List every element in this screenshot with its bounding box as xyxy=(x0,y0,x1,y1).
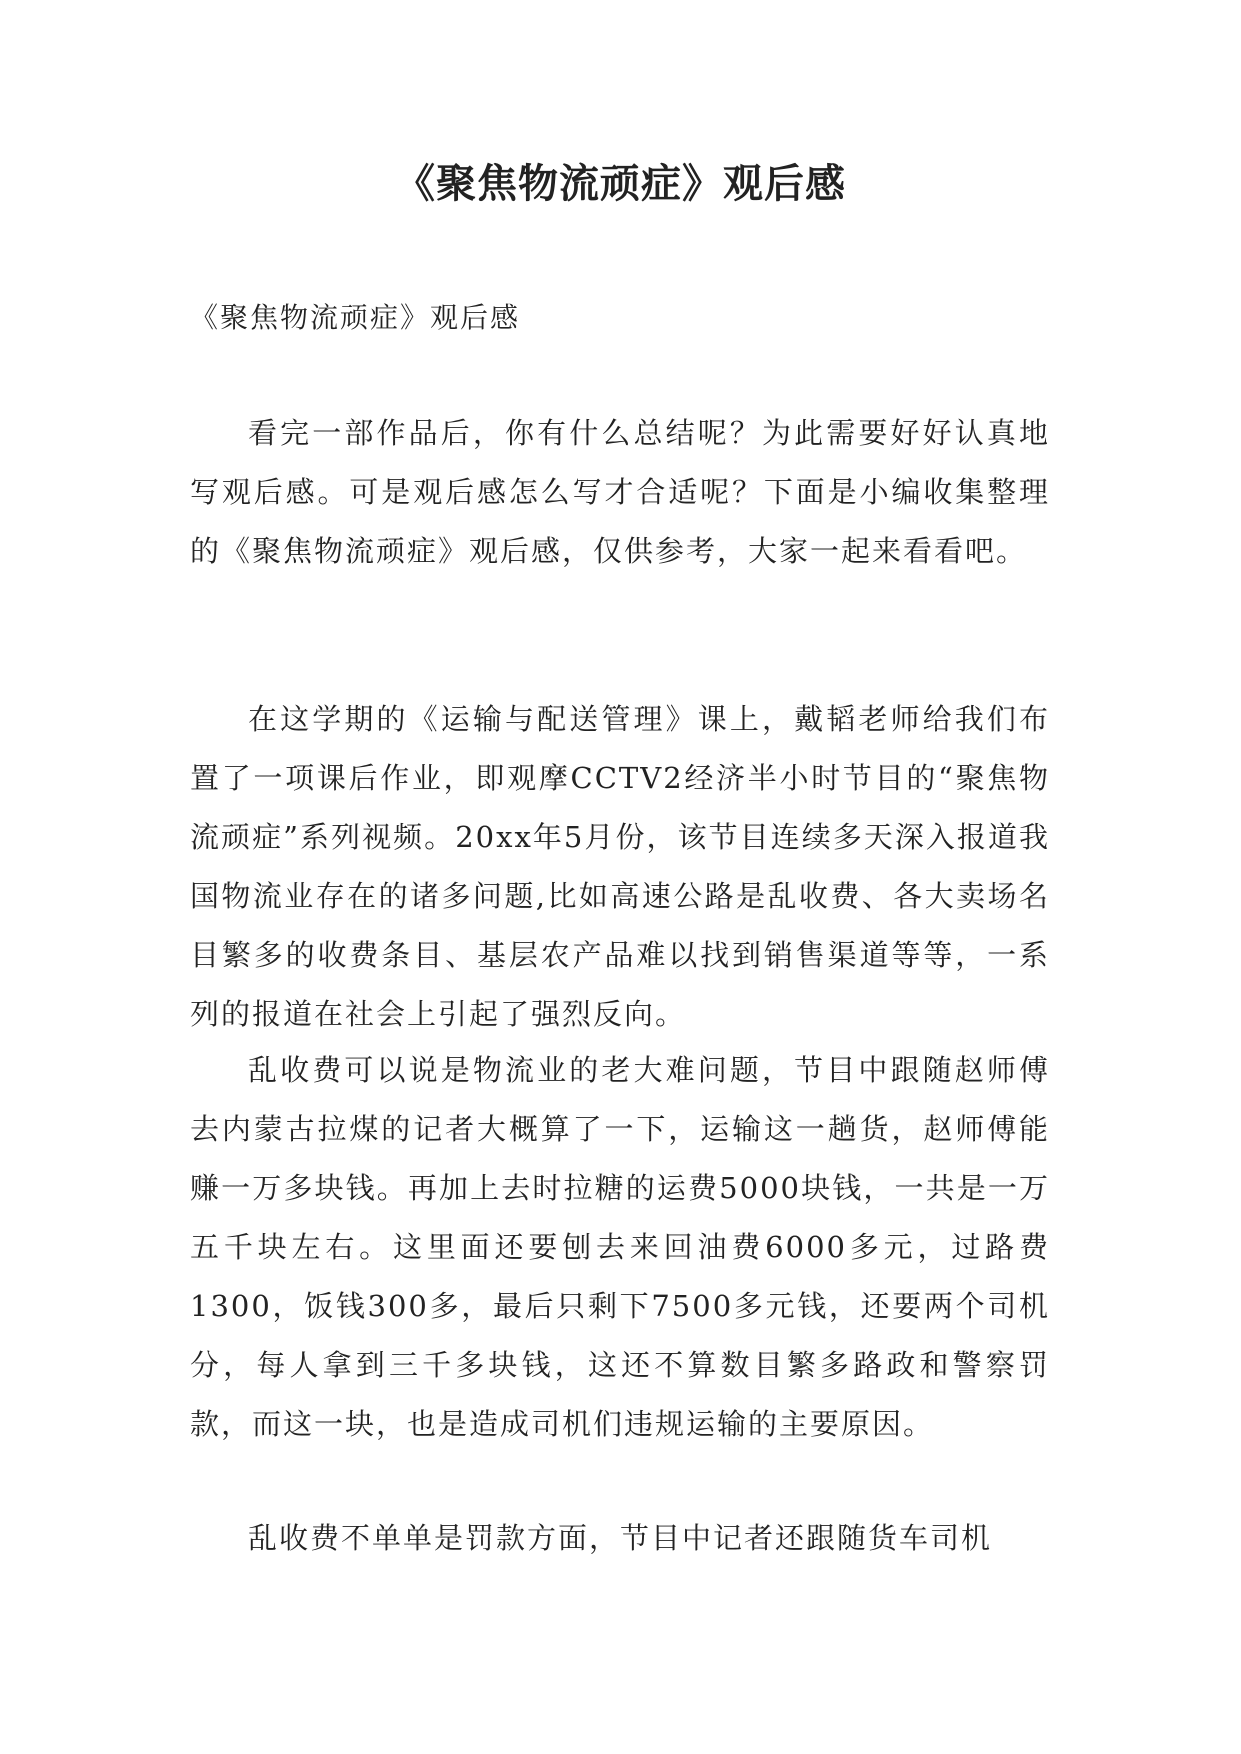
paragraph-assignment: 在这学期的《运输与配送管理》课上，戴韬老师给我们布置了一项课后作业，即观摩CCTV2经济半小时节目的“聚焦物流顽症”系列视频。20xx年5月份，该节目连续多天深入报道我国物流业存在的诸多问题,比如高速公路是乱收费、各大卖场名目繁多的收费条目、基层农产品难以找到销售渠道等等，一系列的报道在社会上引起了强烈反向。 xyxy=(190,702,1050,1031)
document-title: 《聚焦物流顽症》观后感 xyxy=(395,160,846,207)
document-subtitle: 《聚焦物流顽症》观后感 xyxy=(190,301,521,334)
paragraph-fees: 乱收费可以说是物流业的老大难问题，节目中跟随赵师傅去内蒙古拉煤的记者大概算了一下，运输这一趟货，赵师傅能赚一万多块钱。再加上去时拉糖的运费5000块钱，一共是一万五千块左右。这里面还要刨去来回油费6000多元，过路费1300，饭钱300多，最后只剩下7500多元钱，还要两个司机分，每人拿到三千多块钱，这还不算数目繁多路政和警察罚款，而这一块，也是造成司机们违规运输的主要原因。 xyxy=(190,1053,1050,1441)
paragraph-continued: 乱收费不单单是罚款方面，节目中记者还跟随货车司机 xyxy=(248,1521,993,1555)
paragraph-intro: 看完一部作品后，你有什么总结呢？为此需要好好认真地写观后感。可是观后感怎么写才合适呢？下面是小编收集整理的《聚焦物流顽症》观后感，仅供参考，大家一起来看看吧。 xyxy=(190,416,1050,568)
